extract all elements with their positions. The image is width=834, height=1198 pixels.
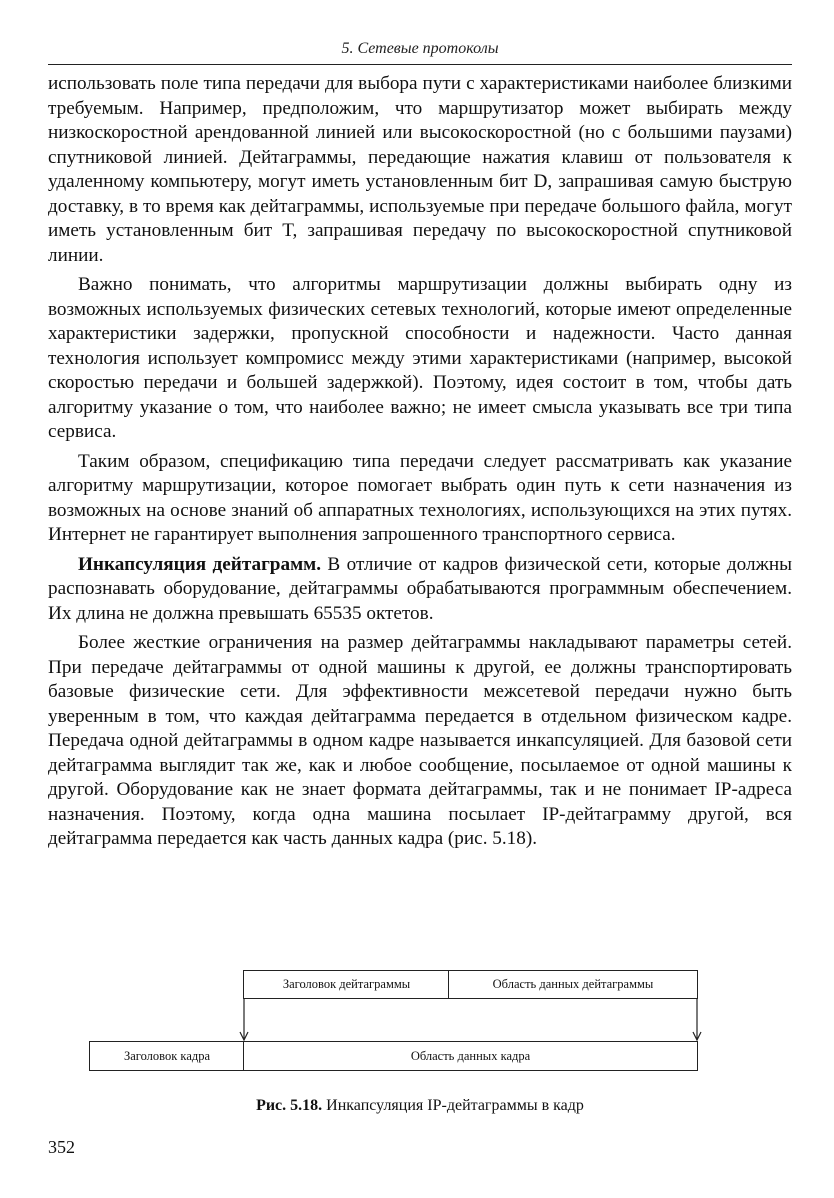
frame-data-box <box>243 1041 698 1071</box>
datagram-header-label: Заголовок дейтаграммы <box>282 977 411 991</box>
paragraph-3: Таким образом, спецификацию типа передачи следует рассматривать как указание алгоритму маршрутизации, которое помогает выбрать один путь к сети назначения из возможных на основе знаний об аппаратных технологиях, использующихся на этих путях. Интернет не гарантирует выполнения запрошенного транспортного сервиса. <box>48 450 792 545</box>
encapsulation-text: В отличие от кадров физической сети, которые должны распознавать оборудование, дейтаграммы обрабатываются программным обеспечением. Их длина не должна превышать 65535 октетов. <box>48 553 792 624</box>
paragraph-1: использовать поле типа передачи для выбора пути с характеристиками наиболее близкими требуемым. Например, предположим, что маршрутизатор может выбирать между низкоскоростной арендованной линией или высокоскоростной (но с большими паузами) спутниковой линией. Дейтаграммы, передающие нажатия клавиш от пользователя к удаленному компьютеру, могут иметь установленным бит D, запрашивая самую быструю доставку, в то время как дейтаграммы, используемые при передаче большого файла, могут иметь установленным бит T, запрашивая передачу по высокоскоростной спутниковой линии. <box>48 73 792 266</box>
paragraph-last: Более жесткие ограничения на размер дейтаграммы накладывают параметры сетей. При передаче дейтаграммы от одной машины к другой, ее должны транспортировать базовые физические сети. Для эффективности межсетевой передачи нужно быть уверенным в том, что каждая дейтаграмма передается в отдельном физическом кадре. Передача одной дейтаграммы в одном кадре называется инкапсуляцией. Для базовой сети дейтаграмма выглядит так же, как и любое сообщение, посылаемое от одной машины к другой. Оборудование как не знает формата дейтаграммы, так и не понимает IP-адреса назначения. Поэтому, когда одна машина посылает IP-дейтаграмму другой, вся дейтаграмма передается как часть данных кадра (рис. 5.18). <box>48 632 792 849</box>
figure-caption <box>48 1097 792 1115</box>
running-header: 5. Сетевые протоколы <box>341 40 499 57</box>
body-text <box>48 72 792 857</box>
frame-header-label: Заголовок кадра <box>123 1048 211 1063</box>
encapsulation-figure <box>80 963 730 1078</box>
frame-header-box <box>89 1041 245 1071</box>
datagram-data-label: Область данных дейтаграммы <box>492 977 654 991</box>
page-number: 352 <box>48 1137 75 1157</box>
caption-text: Инкапсуляция IP-дейтаграммы в кадр <box>322 1097 584 1114</box>
paragraph-encapsulation <box>48 553 792 627</box>
paragraph-2: Важно понимать, что алгоритмы маршрутизации должны выбирать одну из возможных используемых физических сетевых технологий, которые имеют определенные характеристики задержки, пропускной способности и надежности. Часто данная технология использует компромисс между этими характеристиками (например, высокой скоростью передачи и большей задержкой). Поэтому, идея состоит в том, чтобы дать алгоритму указание о том, что наиболее важно; не имеет смысла указывать все три типа сервиса. <box>48 274 792 442</box>
header-rule <box>48 64 792 65</box>
encapsulation-heading: Инкапсуляция дейтаграмм. <box>78 553 322 575</box>
caption-label: Рис. 5.18. <box>256 1097 323 1114</box>
frame-data-label: Область данных кадра <box>410 1048 531 1063</box>
